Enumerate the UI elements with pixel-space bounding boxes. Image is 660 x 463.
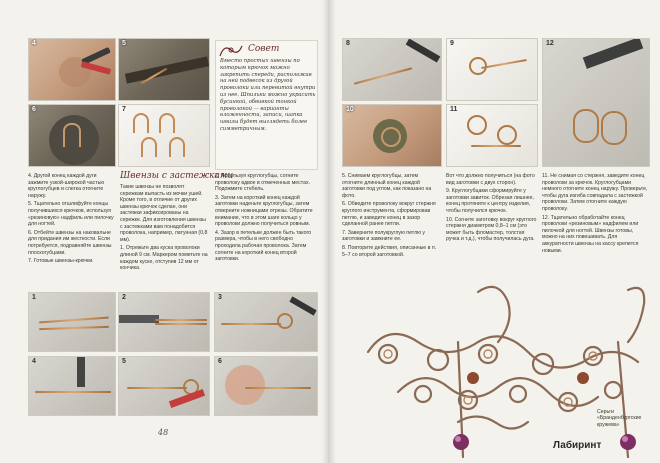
photo-step-7: 7 <box>118 104 210 167</box>
step-text: 5. Снимаем круглогубцы, затем отогните длинный конец каждой заготовки под углом, как показано на фото. <box>342 173 432 199</box>
step-text: 4. Другой конец каждой дуги зажмите узкой-широкой частью круглогубцев и слегка отогните наружу. <box>28 173 105 199</box>
photo-step-6: 6 <box>28 104 116 167</box>
right-col-2 <box>446 173 538 245</box>
watermark: Лабиринт <box>553 440 602 451</box>
section-heading: Швензы с застежками <box>120 171 234 181</box>
photo-b-step-3: 3 <box>214 292 318 352</box>
photo-step-4: 4 <box>28 38 116 101</box>
step-text: 3. Затем на короткий конец каждой заготовки наденьте круглогубцы, затем отверните ножницами отрезы. Обратите внимание, что в этом шаге кольцо у проволоки должно получиться ровным. <box>215 194 313 228</box>
step-text: 12. Тщательно обработайте конец проволоки «резиновым» надфилем или пилочкой для ногтей. Швензы готовы, можно на них повешивать. Для аккуратности швензы на кассу крепится новыми. <box>542 214 639 254</box>
left-col-2 <box>120 184 208 274</box>
step-text: 4. Зазор в петельке должен быть такого размера, чтобы в него свободно проходила рабочая проволока. Затем согните на короткий конец второй заготовки. <box>215 229 312 263</box>
photo-b-step-4: 4 <box>28 356 116 416</box>
step-text: 2. Используя круглогубцы, согните проволоку вдвое в отмеченных местах. Подожмите стебель. <box>215 173 310 193</box>
photo-caption: Серьги «Бранденбургские кружева» <box>597 409 642 428</box>
step-text: 10. Согните заготовку вокруг круглого стержня диаметром 0,8–1 см (это может быть фломастер, толстая ручка и т.д.), чтобы получилась дуга. <box>446 216 537 243</box>
step-text: 11. Не снимая со стержня, заведите конец проволоки за крючок. Круглогубцами немного отогните конец наружу. Проверьте, чтобы дуга изгиба совпадала с застежкой проволоки. Затем отогните каждую проволоку. <box>542 173 648 212</box>
step-text: 1. Отрежьте два куска проволоки длиной 9 см. Маркером пометьте на каждом куске, отступив 12 мм от кончика. <box>120 245 208 272</box>
earrings-photo <box>328 282 660 463</box>
step-text: Вот что должно получиться (на фото вид заготовки с двух сторон). <box>446 173 535 186</box>
step-text: 7. Готовые швензы-крючки. <box>28 258 94 265</box>
tip-text: Вместо простых швензы по которым крючок можно закрепить спереди, расположив на ней подвесок из другой проволоки или перевитой внутри из нее. Шпильки можно украсить бусинкой, обвивкой тонкой проволокой — варианты вложенности, записи, шапка швизы будет выглядеть более симметричным. <box>220 58 316 132</box>
step-text: 7. Заверните полукруглую петлю у заготовки и замкните ее. <box>342 229 426 243</box>
photo-step-10: 10 <box>342 104 442 167</box>
photo-b-step-2: 2 <box>118 292 210 352</box>
photo-step-9: 9 <box>446 38 538 101</box>
step-text: 5. Тщательно отшлифуйте концы получившихся крючков, используя «резиновую» надфиль или пилочку для ногтей. <box>28 201 114 228</box>
right-col-1 <box>342 173 440 260</box>
tip-title: Совет <box>248 44 280 54</box>
page-number: 48 <box>158 428 169 437</box>
photo-step-11: 11 <box>446 104 538 167</box>
photo-b-step-5: 5 <box>118 356 210 416</box>
photo-b-step-6: 6 <box>214 356 318 416</box>
photo-step-12: 12 <box>542 38 650 167</box>
right-col-3 <box>542 173 650 256</box>
step-text: 6. Отбейте швензы на наковальне для придания им жесткости. Если потребуется, подравняйте швензы плоскогубцами. <box>28 229 112 256</box>
photo-step-8: 8 <box>342 38 442 101</box>
photo-step-5: 5 <box>118 38 210 101</box>
left-col-3 <box>215 173 317 265</box>
photo-b-step-1: 1 <box>28 292 116 352</box>
left-col-1 <box>28 173 114 267</box>
step-text: 6. Обведите проволоку вокруг стержня круглого инструмента, сформировав петлю, и заведите конец в зазор сделанной ранее петли. <box>342 201 436 228</box>
intro-text: Такие швензы не позволят сережкам выпасть из мочки ушей. Кроме того, в отличие от других швензы крючок сделан, они застежки зафиксированы на сережке. Для изготовления швензы с застежками вам понадобится проволока, например, латунная (0,8 мм). <box>120 184 208 243</box>
step-text: 9. Круглогубцами сформируйте у заготовки завиток. Обрезая лишнее, конец протяните к центру изделия, чтобы получился крючок. <box>446 188 534 214</box>
step-text: 8. Повторите действия, описанные в п. 5–7 со второй заготовкой. <box>342 244 437 258</box>
